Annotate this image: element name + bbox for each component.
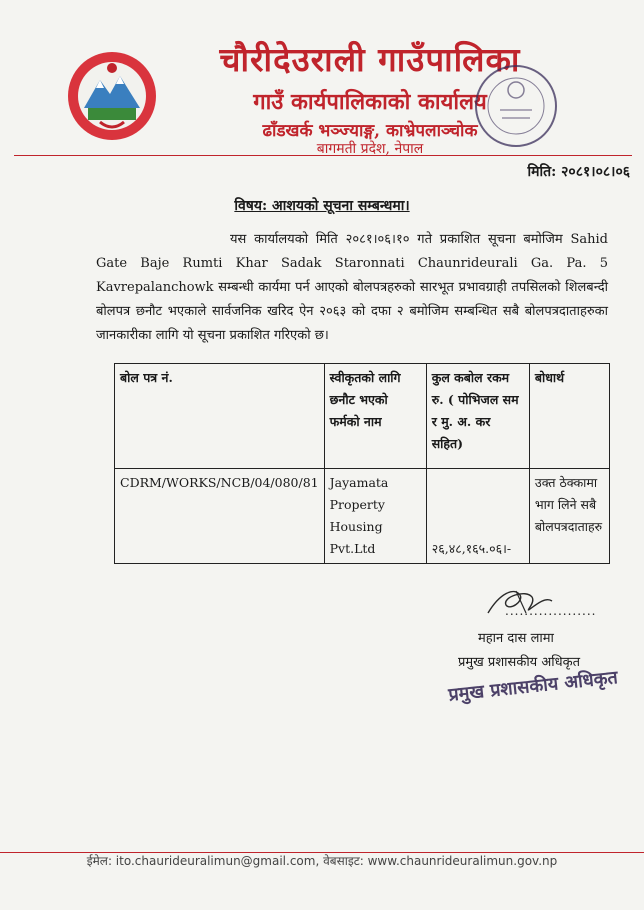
- signatory-title: प्रमुख प्रशासकीय अधिकृत: [458, 655, 581, 670]
- contact-footer: ईमेल: ito.chaurideuralimun@gmail.com, वेबसाइट: www.chaunrideuralimun.gov.np: [86, 854, 558, 868]
- header-bid-amount: कुल कबोल रकम रु. ( पोभिजल सम र मु. अ. कर सहित): [426, 364, 529, 469]
- office-address: ढाँडखर्क भञ्ज्याङ्ग, काभ्रेपलाञ्चोक: [262, 121, 478, 141]
- cell-cc: उक्त ठेक्कामा भाग लिने सबै बोलपत्रदाताहरु: [529, 469, 609, 564]
- cell-firm-name: Jayamata Property Housing Pvt.Ltd: [324, 469, 426, 564]
- municipality-title: चौरीदेउराली गाउँपालिका: [219, 40, 521, 79]
- header-firm-name: स्वीकृतको लागि छनौट भएको फर्मको नाम: [324, 364, 426, 469]
- header-cc: बोधार्थ: [529, 364, 609, 469]
- office-seal-stamp: [470, 60, 562, 152]
- letter-date: मिति: २०८१।०८।०६: [527, 164, 630, 180]
- signature-line: ...................: [505, 604, 597, 618]
- cell-bid-amount: २६,४८,१६५.०६।-: [426, 469, 529, 564]
- cell-bid-no: CDRM/WORKS/NCB/04/080/81: [115, 469, 325, 564]
- subject-text: विषय: आशयको सूचना सम्बन्धमा।: [234, 198, 410, 214]
- title-stamp: प्रमुख प्रशासकीय अधिकृत: [447, 667, 619, 706]
- notice-body: यस कार्यालयको मिति २०८१।०६।१० गते प्रकाशित सूचना बमोजिम Sahid Gate Baje Rumti Khar Sadak Staronnati Chaunrideurali Ga. Pa. 5 Kavrepalanchowk सम्बन्धी कार्यमा पर्न आएको बोलपत्रहरुको सारभूत प्रभावग्राही तपसिलको शिलबन्दी बोलपत्र छनौट भएकाले सार्वजनिक खरिद ऐन २०६३ को दफा २ बमोजिम सम्बन्धित सबै बोलपत्रदाताहरुका जानकारीका लागि यो सूचना प्रकाशित गरिएको छ।: [96, 232, 608, 343]
- signatory-name: महान दास लामा: [478, 631, 554, 646]
- subject-line: [0, 196, 644, 215]
- table-row: [115, 469, 610, 564]
- province-name: बागमती प्रदेश, नेपाल: [316, 141, 424, 157]
- office-name: गाउँ कार्यपालिकाको कार्यालय: [253, 89, 487, 115]
- award-table: [114, 363, 610, 564]
- nepal-emblem-logo: [66, 50, 158, 142]
- header-bid-no: बोल पत्र नं.: [115, 364, 325, 469]
- header-divider: [14, 155, 632, 156]
- table-header-row: [115, 364, 610, 469]
